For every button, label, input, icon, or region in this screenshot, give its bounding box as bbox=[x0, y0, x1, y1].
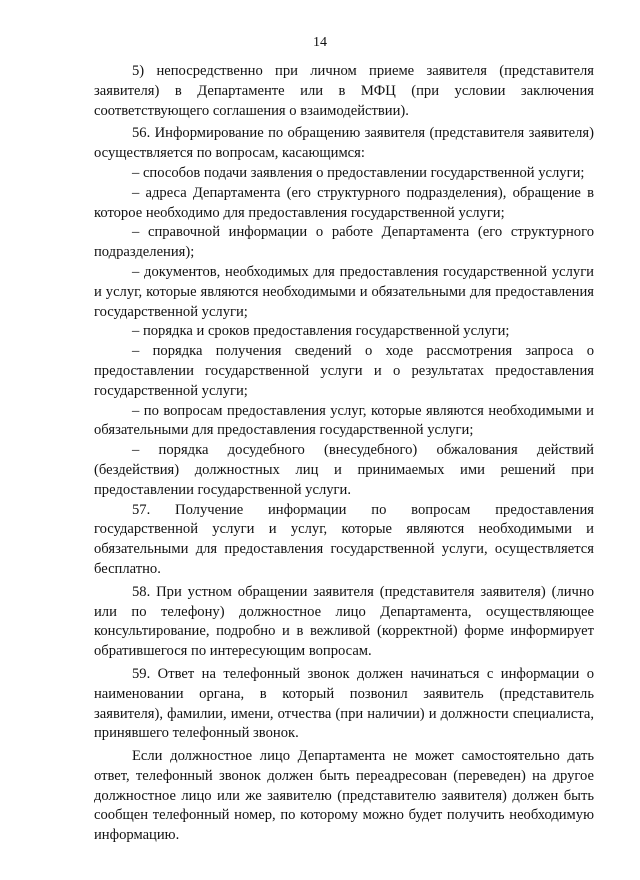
list-item-submission-methods: – способов подачи заявления о предоставлении государственной услуги; bbox=[132, 164, 585, 181]
list-item-department-address: – адреса Департамента (его структурного подразделения), обращение в которое необходимо для предоставления государственной услуги; bbox=[94, 184, 594, 221]
paragraph-redirect-call: Если должностное лицо Департамента не может самостоятельно дать ответ, телефонный звонок должен быть переадресован (переведен) на другое должностное лицо или же заявителю (представителю заявителя) должен быть сообщен телефонный номер, по которому можно будет получить необходимую информацию. bbox=[94, 748, 594, 844]
list-item-reference-information: – справочной информации о работе Департамента (его структурного подразделения); bbox=[94, 224, 594, 261]
paragraph-item-5: 5) непосредственно при личном приеме заявителя (представителя заявителя) в Департаменте или в МФЦ (при условии заключения соответствующего соглашения о взаимодействии). bbox=[94, 63, 594, 119]
document-body bbox=[94, 62, 594, 846]
list-item-request-status: – порядка получения сведений о ходе рассмотрения запроса о предоставлении государственной услуги и о результатах предоставления государственной услуги; bbox=[94, 343, 594, 399]
paragraph-56: 56. Информирование по обращению заявителя (представителя заявителя) осуществляется по вопросам, касающимся: bbox=[94, 125, 594, 162]
paragraph-58: 58. При устном обращении заявителя (представителя заявителя) (лично или по телефону) должностное лицо Департамента, осуществляющее консультирование, подробно и в вежливой (корректной) форме информирует обратившегося по интересующим вопросам. bbox=[94, 583, 594, 660]
list-item-required-documents: – документов, необходимых для предоставления государственной услуги и услуг, которые являются необходимыми и обязательными для предоставления государственной услуги; bbox=[94, 263, 594, 320]
paragraph-57: 57. Получение информации по вопросам предоставления государственной услуги и услуг, которые являются необходимыми и обязательными для предоставления государственной услуги, осуществляется бесплатно. bbox=[94, 501, 594, 577]
page-number: 14 bbox=[313, 35, 327, 50]
list-item-procedure-and-terms: – порядка и сроков предоставления государственной услуги; bbox=[132, 323, 510, 340]
list-item-appeal-procedure: – порядка досудебного (внесудебного) обжалования действий (бездействия) должностных лиц и принимаемых ими решений при предоставлении государственной услуги. bbox=[94, 442, 594, 498]
paragraph-59: 59. Ответ на телефонный звонок должен начинаться с информации о наименовании органа, в который позвонил заявитель (представитель заявителя), фамилии, имени, отчества (при наличии) и должности специалиста, принявшего телефонный звонок. bbox=[94, 665, 594, 742]
list-item-necessary-services: – по вопросам предоставления услуг, которые являются необходимыми и обязательными для предоставления государственной услуги; bbox=[94, 402, 594, 439]
